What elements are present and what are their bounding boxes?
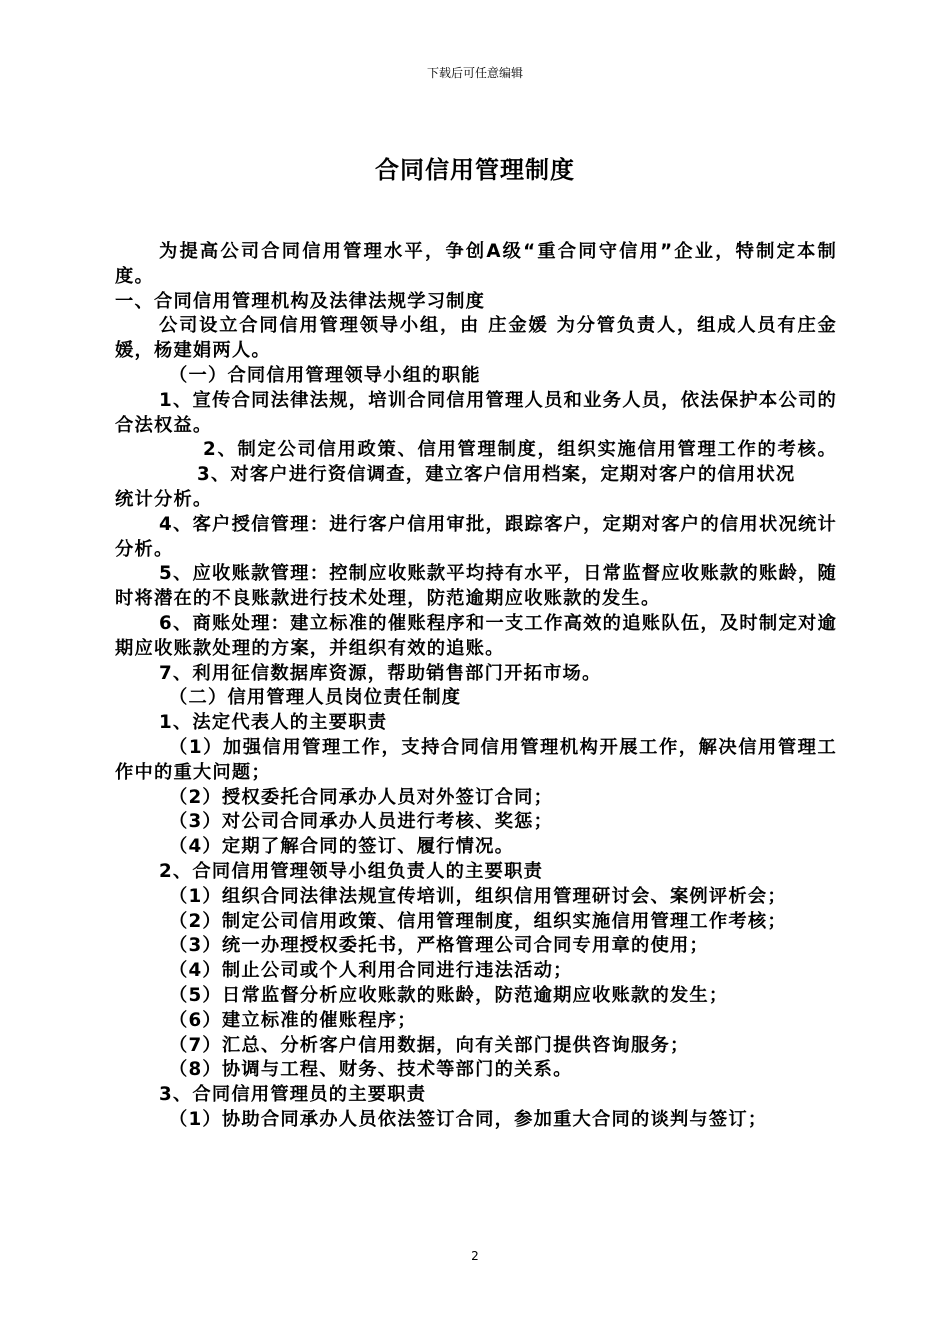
list-item: 2、制定公司信用政策、信用管理制度，组织实施信用管理工作的考核。3、对客户进行资信调查，建立客户信用档案，定期对客户的信用状况 <box>197 439 837 486</box>
list-item: （3）统一办理授权委托书，严格管理公司合同专用章的使用； <box>169 935 709 957</box>
subsection-heading: （一）合同信用管理领导小组的职能 <box>169 364 481 386</box>
document-title: 合同信用管理制度 <box>375 156 575 184</box>
intro-paragraph: 为提高公司合同信用管理水平，争创A级“重合同守信用”企业，特制定本制度。 <box>115 241 837 287</box>
list-item: 1、宣传合同法律法规，培训合同信用管理人员和业务人员，依法保护本公司的合法权益。 <box>115 389 837 436</box>
section-heading: 一、合同信用管理机构及法律法规学习制度 <box>115 290 486 312</box>
list-item: （5）日常监督分析应收账款的账龄，防范逾期应收账款的发生； <box>169 984 729 1006</box>
list-item: 3、合同信用管理员的主要职责 <box>159 1084 427 1106</box>
list-item: （4）定期了解合同的签订、履行情况。 <box>169 836 515 858</box>
document-body <box>115 240 837 1133</box>
body-paragraph: 公司设立合同信用管理领导小组，由 庄金媛 为分管负责人，组成人员有庄金媛，杨建娟两人。 <box>115 315 837 362</box>
list-item: （6）建立标准的催账程序； <box>169 1009 417 1031</box>
list-item: （1）组织合同法律法规宣传培训，组织信用管理研讨会、案例评析会； <box>169 885 787 907</box>
list-item: （7）汇总、分析客户信用数据，向有关部门提供咨询服务； <box>169 1034 690 1056</box>
subsection-heading: （二）信用管理人员岗位责任制度 <box>169 687 462 709</box>
list-item: 7、利用征信数据库资源，帮助销售部门开拓市场。 <box>159 662 602 684</box>
page-header: 下载后可任意编辑 <box>426 66 523 80</box>
body-paragraph: 统计分析。 <box>115 488 213 510</box>
list-item: （2）制定公司信用政策、信用管理制度，组织实施信用管理工作考核； <box>169 910 787 932</box>
list-item: （3）对公司合同承办人员进行考核、奖惩； <box>169 811 554 833</box>
list-item: 2、合同信用管理领导小组负责人的主要职责 <box>159 860 544 882</box>
list-item: （4）制止公司或个人利用合同进行违法活动； <box>169 960 573 982</box>
list-item: （1）加强信用管理工作，支持合同信用管理机构开展工作，解决信用管理工作中的重大问题； <box>115 736 837 783</box>
list-item: （2）授权委托合同承办人员对外签订合同； <box>169 786 554 808</box>
list-item: （8）协调与工程、财务、技术等部门的关系。 <box>169 1059 573 1081</box>
list-item: 1、法定代表人的主要职责 <box>159 712 388 734</box>
list-item: 5、应收账款管理：控制应收账款平均持有水平，日常监督应收账款的账龄，随时将潜在的不良账款进行技术处理，防范逾期应收账款的发生。 <box>115 563 837 610</box>
page-number: 2 <box>471 1249 479 1263</box>
list-item: （1）协助合同承办人员依法签订合同，参加重大合同的谈判与签订； <box>169 1108 768 1130</box>
list-item: 6、商账处理：建立标准的催账程序和一支工作高效的追账队伍，及时制定对逾期应收账款处理的方案，并组织有效的追账。 <box>115 612 837 659</box>
list-item: 4、客户授信管理：进行客户信用审批，跟踪客户，定期对客户的信用状况统计分析。 <box>115 513 837 560</box>
